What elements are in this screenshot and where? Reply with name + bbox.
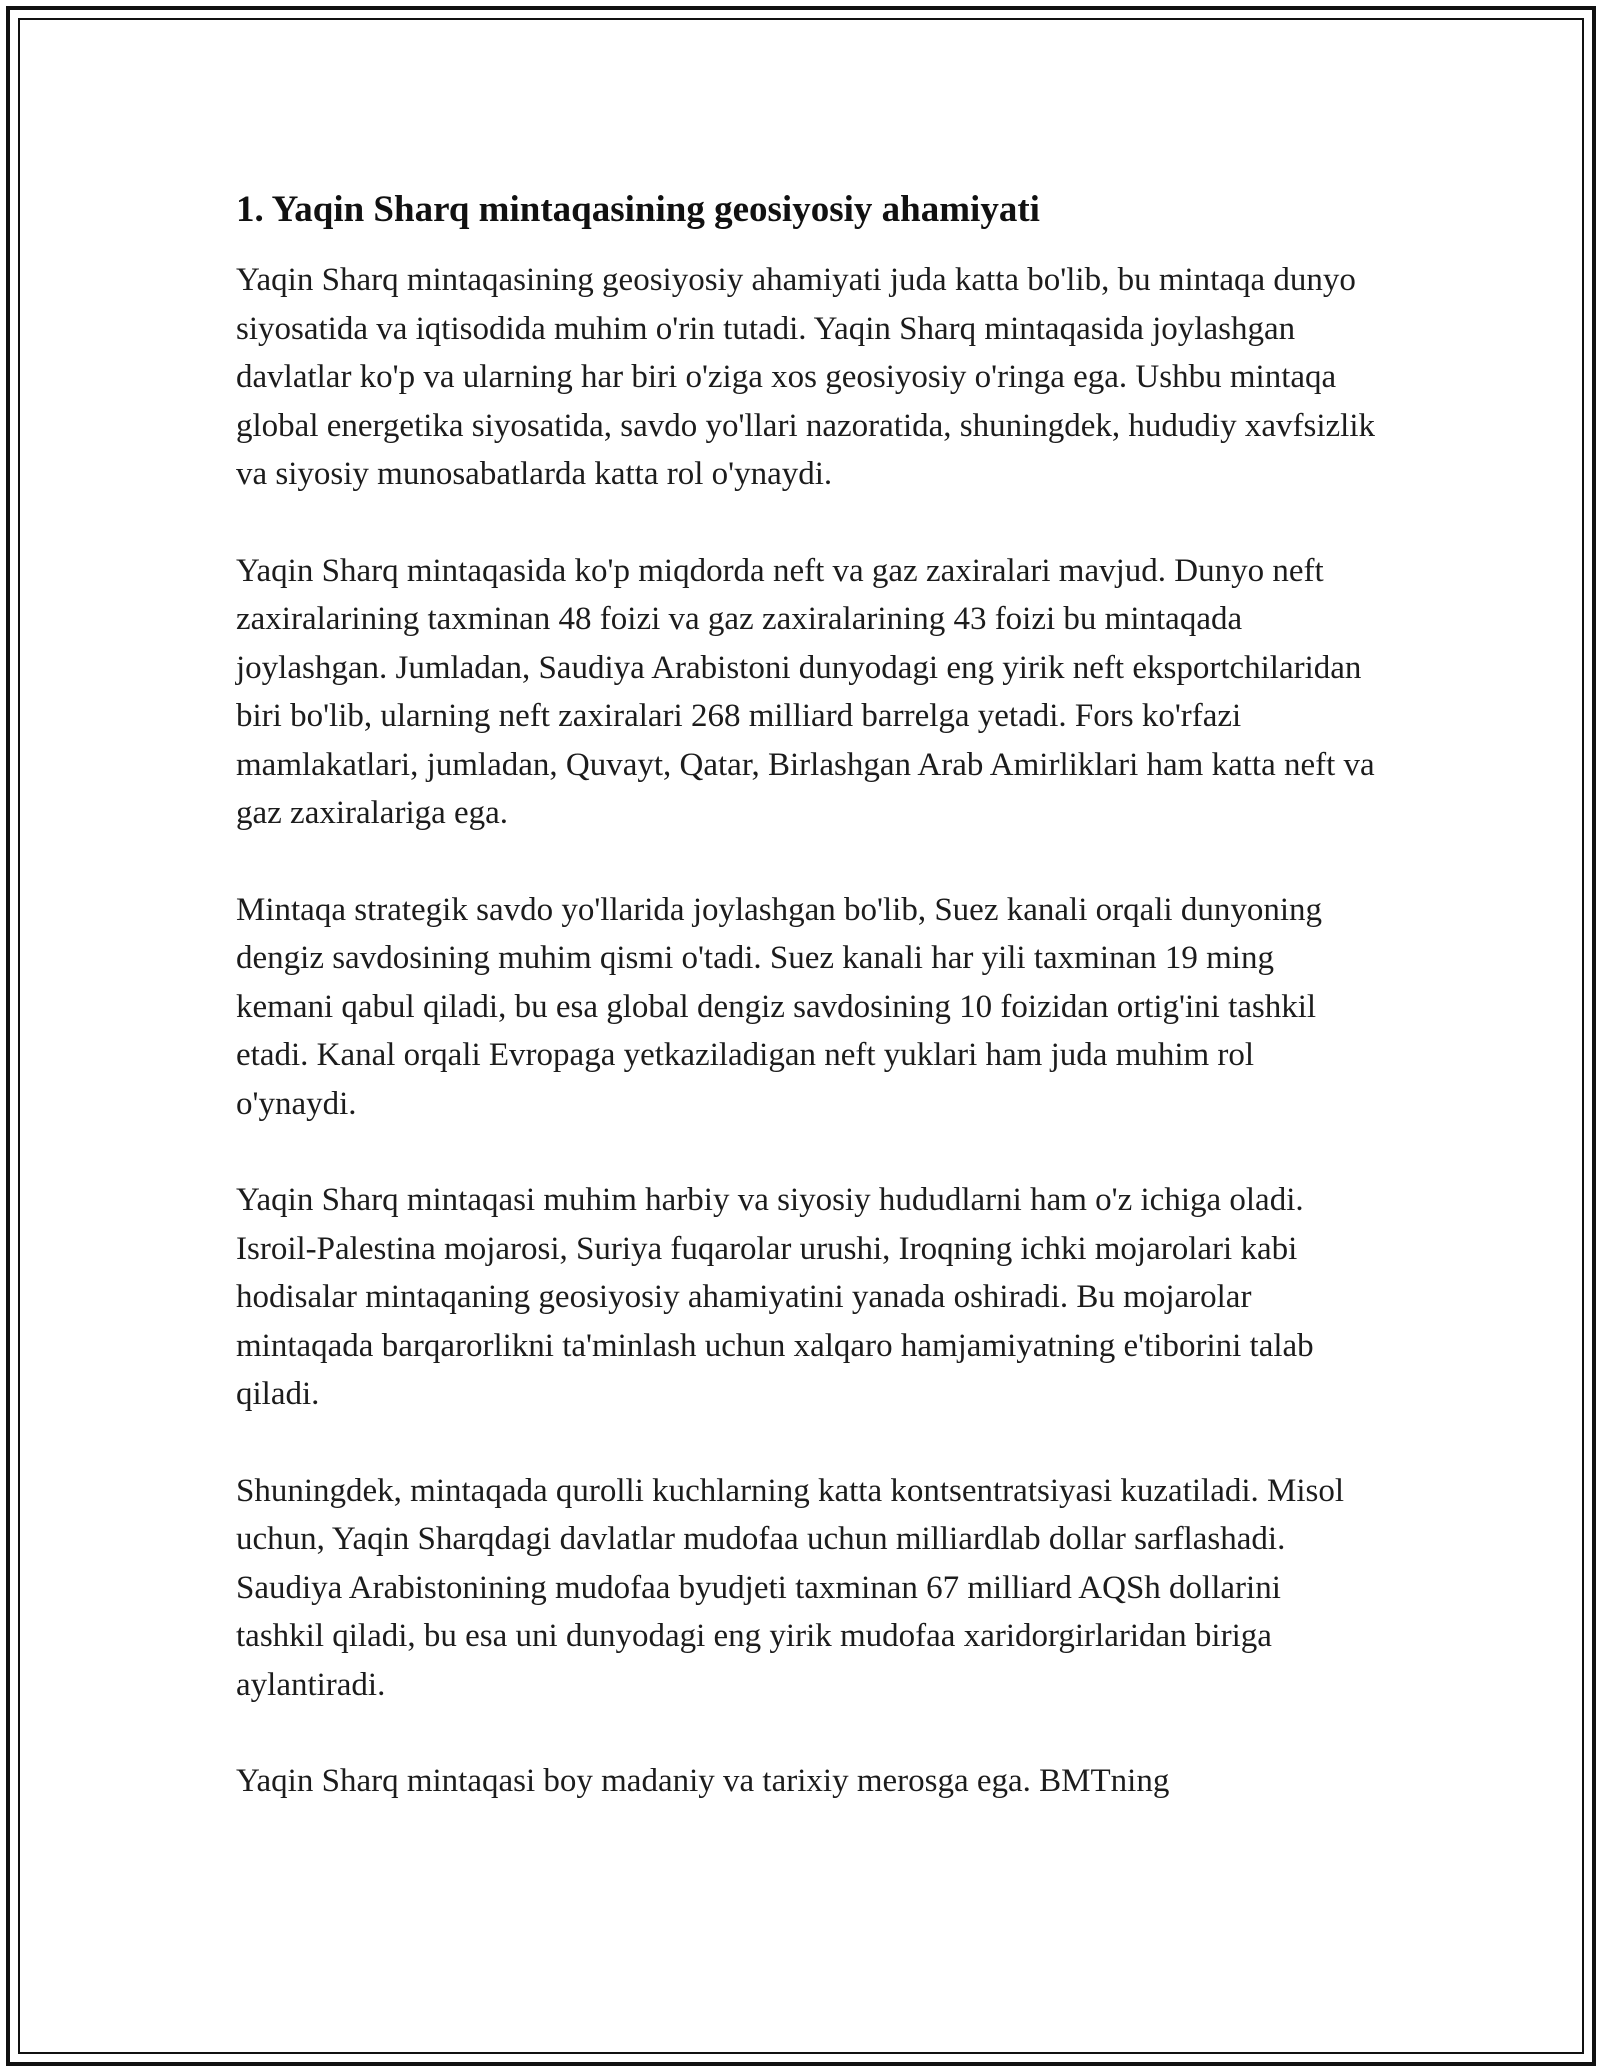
paragraph-4: Yaqin Sharq mintaqasi muhim harbiy va siyosiy hududlarni ham o'z ichiga oladi. Isroil-Palestina mojarosi, Suriya fuqarolar urushi, Iroqning ichki mojarolari kabi hodisalar mintaqaning geosiyosiy ahamiyatini yanada oshiradi. Bu mojarolar mintaqada barqarorlikni ta'minlash uchun xalqaro hamjamiyatning e'tiborini talab qiladi. [236, 1182, 1314, 1412]
paragraph-3: Mintaqa strategik savdo yo'llarida joylashgan bo'lib, Suez kanali orqali dunyoning dengiz savdosining muhim qismi o'tadi. Suez kanali har yili taxminan 19 ming kemani qabul qiladi, bu esa global dengiz savdosining 10 foizidan ortig'ini tashkil etadi. Kanal orqali Evropaga yetkaziladigan neft yuklari ham juda muhim rol o'ynaydi. [236, 891, 1323, 1122]
paragraph-5: Shuningdek, mintaqada qurolli kuchlarning katta kontsentratsiyasi kuzatiladi. Misol uchun, Yaqin Sharqdagi davlatlar mudofaa uchun milliardlab dollar sarflashadi. Saudiya Arabistonining mudofaa byudjeti taxminan 67 milliard AQSh dollarini tashkil qiladi, bu esa uni dunyodagi eng yirik mudofaa xaridorgirlaridan biriga aylantiradi. [236, 1472, 1345, 1703]
document-body [236, 186, 1376, 1854]
paragraph-1: Yaqin Sharq mintaqasining geosiyosiy ahamiyati juda katta bo'lib, bu mintaqa dunyo siyosatida va iqtisodida muhim o'rin tutadi. Yaqin Sharq mintaqasida joylashgan davlatlar ko'p va ularning har biri o'ziga xos geosiyosiy o'ringa ega. Ushbu mintaqa global energetika siyosatida, savdo yo'llari nazoratida, shuningdek, hududiy xavfsizlik va siyosiy munosabatlarda katta rol o'ynaydi. [236, 262, 1375, 492]
paragraph-2: Yaqin Sharq mintaqasida ko'p miqdorda neft va gaz zaxiralari mavjud. Dunyo neft zaxiralarining taxminan 48 foizi va gaz zaxiralarining 43 foizi bu mintaqada joylashgan. Jumladan, Saudiya Arabistoni dunyodagi eng yirik neft eksportchilaridan biri bo'lib, ularning neft zaxiralari 268 milliard barrelga yetadi. Fors ko'rfazi mamlakatlari, jumladan, Quvayt, Qatar, Birlashgan Arab Amirliklari ham katta neft va gaz zaxiralariga ega. [236, 552, 1375, 831]
section-heading: 1. Yaqin Sharq mintaqasining geosiyosiy ahamiyati [236, 189, 1040, 230]
paragraph-6: Yaqin Sharq mintaqasi boy madaniy va tarixiy merosga ega. BMTning [236, 1763, 1170, 1799]
